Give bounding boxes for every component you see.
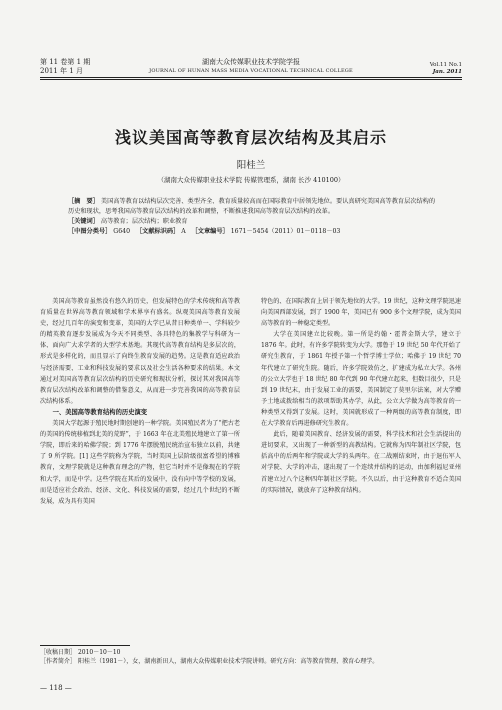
journal-name xyxy=(0,58,502,76)
class-label: ［中图分类号］ xyxy=(68,228,112,235)
abstract-text: 美国高等教育以结构层次完善、类型齐全、教育质量较高而在国际教育中居领先地位。要认真研究美国高等教育层次结构的历史和现状，思考我国高等教育层次结构的改革和调整，不断推进我国高等教育层次结构的改革。 xyxy=(68,198,436,215)
body-column-right xyxy=(261,296,461,496)
artno-value: 1671－5454（2011）01－0118－03 xyxy=(230,228,341,235)
article-author: 阳桂兰 xyxy=(236,160,266,171)
abstract-block xyxy=(68,197,436,237)
received-line xyxy=(40,648,462,657)
body-paragraph: 特色的、在国际教育上居于领先地位的大学。19 世纪，这种文理学院迅速向美国西部发展，到了 1900 年，美国已有 900 多个文理学院，成为美国高等教育的一种稳定类型。 xyxy=(261,298,461,328)
section-heading: 一、美国高等教育结构的历史演变 xyxy=(52,408,148,416)
body-paragraph: 大学在美国建立比较晚。第一所是约翰・霍普金斯大学，建立于 1876 年。此时，有许多学院转变为大学。那鲁于 19 世纪 50 年代开始了研究生教育，于 1861 年授予第一个哲学博士学位；哈佛于 19 世纪 70 年代建立了研究生院。随后，许多学院效仿之，扩建成为私立大学。各州的公立大学也于 18 世纪 80 年代到 90 年代建立起来，但数目很少，只是到 19 世纪末，由于发展工业的需要，美国制定了莫里尔法案，对大学赠予土地或拨给相当的款项帮助其办学，从此，公立大学做为高等教育的一种类型又得到了发展。这时，美国就形成了一种两级的高等教育制度，即在大学教育后再进修研究生教育。 xyxy=(261,331,461,428)
volume-en: Vol.11 No.1 xyxy=(429,62,462,68)
footnote-block xyxy=(40,648,462,666)
volume-issue: 第 11 卷第 1 期 xyxy=(40,58,91,66)
abstract-label: ［摘 要］ xyxy=(68,198,99,205)
keywords-label: ［关键词］ xyxy=(68,218,99,225)
author-bio-value: 阳桂兰（1981－），女，湖南新田人，湖南大众传媒职业技术学院讲师。研究方向：高等教育管理、教育心理学。 xyxy=(77,658,379,665)
journal-name-en: JOURNAL OF HUNAN MASS MEDIA VOCATIONAL TECHNICAL COLLEGE xyxy=(149,68,353,74)
header-rule-thin xyxy=(40,79,462,80)
footnote-rule xyxy=(40,645,130,646)
received-label: ［收稿日期］ xyxy=(40,649,77,656)
keywords-line xyxy=(68,217,436,227)
body-paragraph: 此后，随着美国教育、经济发展的需要，科学技术和社会生活提出的进切要求，又出现了一种新型的高教结构。它就称为四年制社区学院，包括高中的后两年和学院或大学的头两年。在二战刚结束时，由于退伍军人对学院、大学的冲击，遂出现了一个连续并结构的运动，由加利福尼亚州首建立过八个这种四年制社区学院。不久以后，由于这种教育不适合美国的实际情况，就放弃了这种教育结构。 xyxy=(261,431,461,494)
classification-line xyxy=(68,227,436,237)
journal-volume-en xyxy=(430,62,462,76)
header-rule-thick xyxy=(40,77,462,78)
body-paragraph: 美国高等教育虽然没有悠久的历史，但发展特色的学术传统和高等教育质量在世界高等教育领域和学术界享有盛名。纵观美国高等教育发展史，经过几百年的演变和变革，美国的大学已从昔日种类单一、学科较少的精英教育逐步发展成为今天不同类型、各具特色的集教学与科研为一体、面向广大求学者的大型学术基地。其现代高等教育结构是多层次的，形式是多样化的，而且显示了向终生教育发展的趋势。这是教育适应政治与经济需要、工业和科技发展的要求以及社会生活各种要求的结果。本文通过对美国高等教育层次结构的历史研究和现状分析，探讨其对我国高等教育层次结构改革和调整的借鉴意义，从而进一步完善我国的高等教育层次结构体系。 xyxy=(40,298,240,405)
doccode-value: A xyxy=(181,228,186,235)
artno-label: ［文章编号］ xyxy=(191,228,229,235)
keywords-text: 高等教育；层次结构；职业教育 xyxy=(100,218,188,225)
date-en: Jan. 2011 xyxy=(432,69,462,75)
publication-date: 2011 年 1 月 xyxy=(40,67,83,75)
doccode-label: ［文献标识码］ xyxy=(135,228,180,235)
class-value: G640 xyxy=(113,228,131,235)
author-bio-line xyxy=(40,657,462,666)
body-column-left xyxy=(40,296,240,507)
received-value: 2010－10－10 xyxy=(77,649,121,656)
author-bio-label: ［作者简介］ xyxy=(40,658,77,665)
page-number: — 118 — xyxy=(40,684,72,692)
article-title: 浅议美国高等教育层次结构及其启示 xyxy=(114,128,387,147)
abstract-paragraph xyxy=(68,197,436,217)
body-paragraph: 美国大学起源于殖民地时期创建的一种学院。美国殖民者为了“把古老的美国的传统移植到北美的荒野”，于 1663 年在北美殖民地建立了第一所学院，即后来的哈佛学院；到 1776 年摆脱殖民统治宣布独立以前，共建了 9 所学院。[1] 这些学院称为学院，当时美国上层阶级很富希望的博雅教育，文理学院就是这种教育理念的产物，但它当时并不是像现在的学院和大学，而是中学。这些学院在其后的发展中，没有向中等学校的发展，而是适应社会政治、经济、文化、科技发展的需要，经过几个世纪的不断发展，成为具有美国 xyxy=(40,420,240,505)
journal-name-cn: 湖南大众传媒职业技术学院学报 xyxy=(202,58,300,66)
author-affiliation: （湖南大众传媒职业技术学院 传媒管理系，湖南 长沙 410100） xyxy=(157,176,345,184)
